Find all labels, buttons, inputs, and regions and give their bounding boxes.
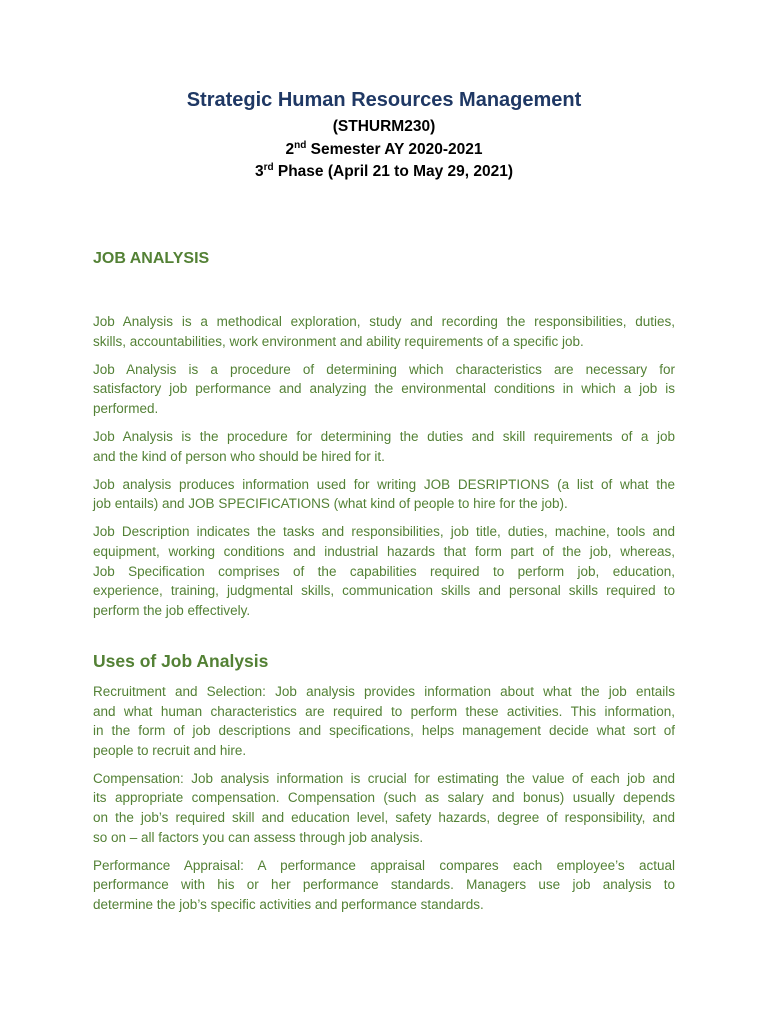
paragraph-line: and what human characteristics are required to perform these activities. This information,	[93, 703, 675, 719]
paragraph-definition-2	[93, 360, 675, 419]
paragraph-line: perform the job effectively.	[93, 602, 251, 618]
paragraph-definition-1	[93, 312, 675, 351]
uses-body	[93, 682, 675, 923]
use-recruitment-and-selection	[93, 682, 675, 760]
paragraph-line: experience, training, judgmental skills, communication skills and personal skills required to	[93, 583, 675, 599]
semester-line	[0, 139, 768, 161]
paragraph-line: skills, accountabilities, work environment and ability requirements of a specific job.	[93, 333, 584, 349]
use-label: Recruitment and Selection:	[93, 684, 266, 699]
semester-number: 2	[285, 141, 295, 158]
paragraph-line: satisfactory job performance and analyzing the environmental conditions in which a job is	[93, 381, 675, 397]
paragraph-line: performance with his or her performance standards. Managers use job analysis to	[93, 877, 675, 893]
paragraph-line: Job Analysis is a methodical exploration, study and recording the responsibilities, duties,	[93, 314, 675, 329]
use-performance-appraisal	[93, 856, 675, 915]
use-label: Compensation:	[93, 770, 184, 786]
paragraph-line: equipment, working conditions and industrial hazards that form part of the job, whereas,	[93, 543, 675, 559]
paragraph-line: Job Description indicates the tasks and responsibilities, job title, duties, machine, tools and	[93, 524, 675, 540]
paragraph-line	[93, 769, 675, 789]
paragraph-definition-3	[93, 427, 675, 466]
paragraph-line: determine the job’s specific activities and performance standards.	[93, 896, 484, 912]
paragraph-line-text: Job analysis information is crucial for estimating the value of each job and	[191, 770, 675, 786]
paragraph-line: Job Specification comprises of the capabilities required to perform job, education,	[93, 563, 675, 579]
paragraph-line: people to recruit and hire.	[93, 742, 247, 758]
paragraph-line: Job Analysis is a procedure of determining which characteristics are necessary for	[93, 361, 675, 377]
section-heading-uses: Uses of Job Analysis	[93, 651, 269, 671]
semester-text: Semester AY 2020-2021	[306, 141, 483, 158]
paragraph-description-vs-specification	[93, 522, 675, 620]
page-title: Strategic Human Resources Management	[186, 89, 582, 111]
paragraph-line: Job Analysis is the procedure for determining the duties and skill requirements of a job	[93, 428, 675, 444]
paragraph-line: its appropriate compensation. Compensation (such as salary and bonus) usually depends	[93, 790, 675, 806]
paragraph-line: performed.	[93, 400, 159, 416]
paragraph-line: in the form of job descriptions and specifications, helps management decide what sort of	[93, 723, 675, 739]
paragraph-line	[93, 682, 675, 702]
paragraph-line: so on – all factors you can assess through job analysis.	[93, 829, 424, 845]
paragraph-line-text: A performance appraisal compares each employee’s actual	[257, 857, 675, 873]
section-heading-job-analysis: JOB ANALYSIS	[93, 250, 210, 267]
paragraph-line: on the job’s required skill and education level, safety hazards, degree of responsibility, and	[93, 810, 675, 826]
phase-text: Phase (April 21 to May 29, 2021)	[273, 163, 514, 180]
paragraph-line: Job analysis produces information used for writing JOB DESRIPTIONS (a list of what the	[93, 476, 675, 492]
paragraph-line	[93, 856, 675, 876]
phase-number: 3	[254, 163, 264, 180]
semester-ordinal-suffix: nd	[294, 140, 307, 151]
use-label: Performance Appraisal:	[93, 857, 244, 873]
phase-ordinal-suffix: rd	[263, 162, 274, 173]
paragraph-line: and the kind of person who should be hired for it.	[93, 448, 385, 464]
paragraph-line: job entails) and JOB SPECIFICATIONS (what kind of people to hire for the job).	[93, 496, 568, 512]
course-code: (STHURM230)	[332, 118, 436, 135]
phase-line	[0, 161, 768, 183]
paragraph-line-text: Job analysis provides information about what the job entails	[275, 684, 675, 699]
job-analysis-body	[93, 312, 675, 629]
paragraph-outputs	[93, 475, 675, 514]
use-compensation	[93, 769, 675, 847]
